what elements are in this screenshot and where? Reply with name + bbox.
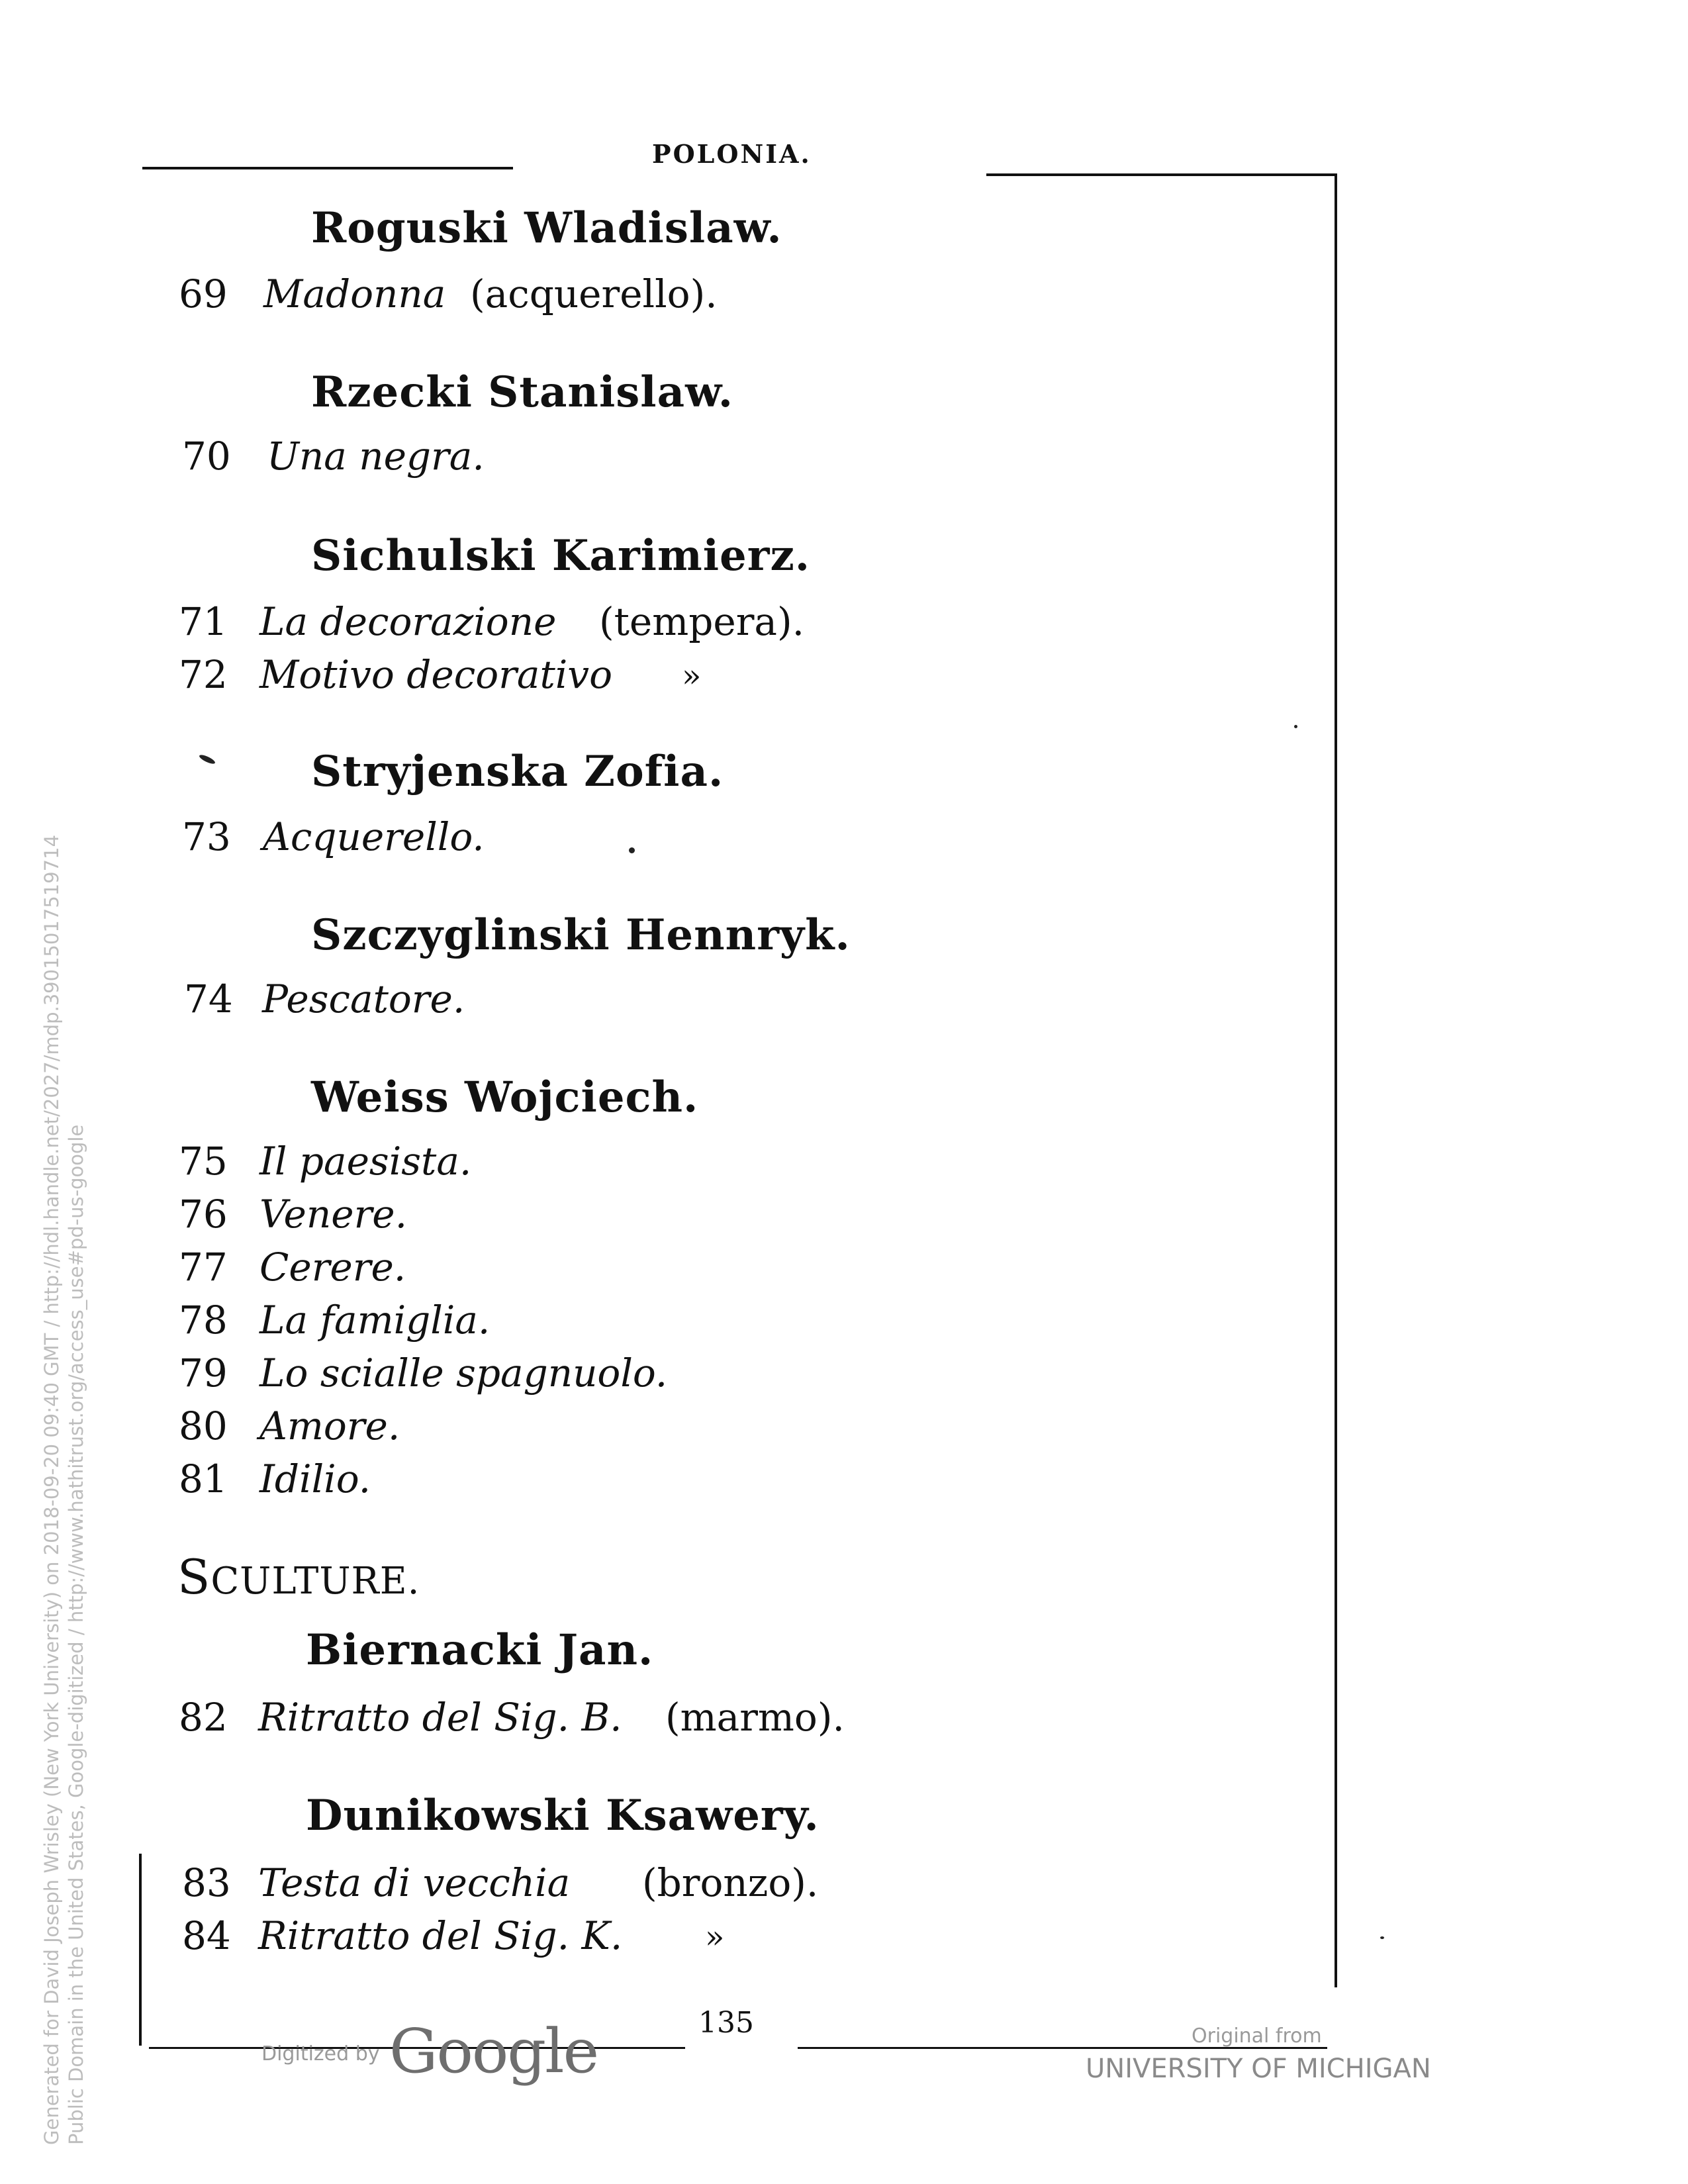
entry-title: Testa di vecchia xyxy=(258,1860,571,1905)
artist-name: Roguski Wladislaw. xyxy=(311,203,782,253)
ink-dot xyxy=(629,847,635,853)
entry-title: Lo scialle spagnuolo. xyxy=(259,1351,668,1396)
side-watermark-line1: Generated for David Joseph Wrisley (New York University) on 2018-09-20 09:40 GMT / http://hdl.handle.net/2027/mdp.39015017519714 xyxy=(40,834,63,2145)
entry-title: Motivo decorativo xyxy=(259,652,612,697)
entry-title: Idilio. xyxy=(259,1456,371,1501)
entry-title: Il paesista. xyxy=(259,1139,472,1184)
entry-number: 74 xyxy=(184,976,233,1021)
entry-medium: (marmo). xyxy=(665,1695,845,1740)
artist-name: Weiss Wojciech. xyxy=(311,1072,699,1122)
right-frame-line xyxy=(1335,173,1337,1987)
entry-title: Ritratto del Sig. K. xyxy=(258,1913,623,1958)
entry-medium: (tempera). xyxy=(599,599,805,644)
entry-title: Acquerello. xyxy=(263,814,485,859)
entry-title: Cerere. xyxy=(259,1245,406,1290)
entry-title: Amore. xyxy=(259,1403,400,1448)
stray-dot xyxy=(1380,1936,1384,1939)
entry-number: 83 xyxy=(182,1860,231,1905)
entry-number: 84 xyxy=(182,1913,231,1958)
entry-number: 79 xyxy=(179,1351,228,1396)
entry-number: 82 xyxy=(179,1695,228,1740)
header-rule-right xyxy=(986,173,1337,176)
side-watermark-line2: Public Domain in the United States, Google-digitized / http://www.hathitrust.org/access_use#pd-us-google xyxy=(65,1124,87,2145)
entry-medium: » xyxy=(682,657,702,694)
google-logo: Google xyxy=(389,2016,598,2087)
entry-medium: (acquerello). xyxy=(470,271,718,316)
entry-number: 71 xyxy=(179,599,228,644)
entry-title: Ritratto del Sig. B. xyxy=(258,1695,622,1740)
entry-title: Pescatore. xyxy=(262,976,465,1021)
institution-label: UNIVERSITY OF MICHIGAN xyxy=(1086,2054,1431,2084)
entry-number: 73 xyxy=(182,814,231,859)
entry-title: La famiglia. xyxy=(259,1298,491,1343)
section-heading xyxy=(177,1549,420,1605)
entry-number: 72 xyxy=(179,652,228,697)
original-from-label: Original from xyxy=(1192,2024,1322,2048)
header-rule-left xyxy=(142,167,513,169)
section-rest: CULTURE. xyxy=(211,1560,420,1603)
stray-dot xyxy=(1294,725,1297,728)
digitized-by-label: Digitized by xyxy=(261,2042,380,2065)
entry-medium: » xyxy=(705,1919,725,1956)
artist-name: Rzecki Stanislaw. xyxy=(311,367,733,417)
entry-medium: (bronzo). xyxy=(642,1860,819,1905)
left-frame-line xyxy=(139,1854,142,2046)
entry-number: 75 xyxy=(179,1139,228,1184)
entry-title: La decorazione xyxy=(259,599,557,644)
artist-name: Szczyglinski Hennryk. xyxy=(311,910,851,960)
entry-title: Una negra. xyxy=(267,434,485,479)
side-watermark xyxy=(40,835,89,2145)
entry-number: 69 xyxy=(179,271,228,316)
artist-name: Sichulski Karimierz. xyxy=(311,531,811,581)
entry-number: 78 xyxy=(179,1298,228,1343)
entry-number: 76 xyxy=(179,1192,228,1237)
artist-name: Dunikowski Ksawery. xyxy=(306,1791,820,1840)
ink-mark xyxy=(199,753,216,765)
entry-number: 77 xyxy=(179,1245,228,1290)
page-number: 135 xyxy=(698,2006,754,2040)
entry-number: 70 xyxy=(182,434,231,479)
artist-name: Stryjenska Zofia. xyxy=(311,747,724,796)
entry-title: Madonna xyxy=(263,271,446,316)
page-header: POLONIA. xyxy=(652,139,812,169)
section-initial: S xyxy=(177,1549,211,1605)
entry-number: 81 xyxy=(179,1456,228,1501)
entry-number: 80 xyxy=(179,1403,228,1448)
artist-name: Biernacki Jan. xyxy=(306,1625,654,1675)
entry-title: Venere. xyxy=(259,1192,408,1237)
